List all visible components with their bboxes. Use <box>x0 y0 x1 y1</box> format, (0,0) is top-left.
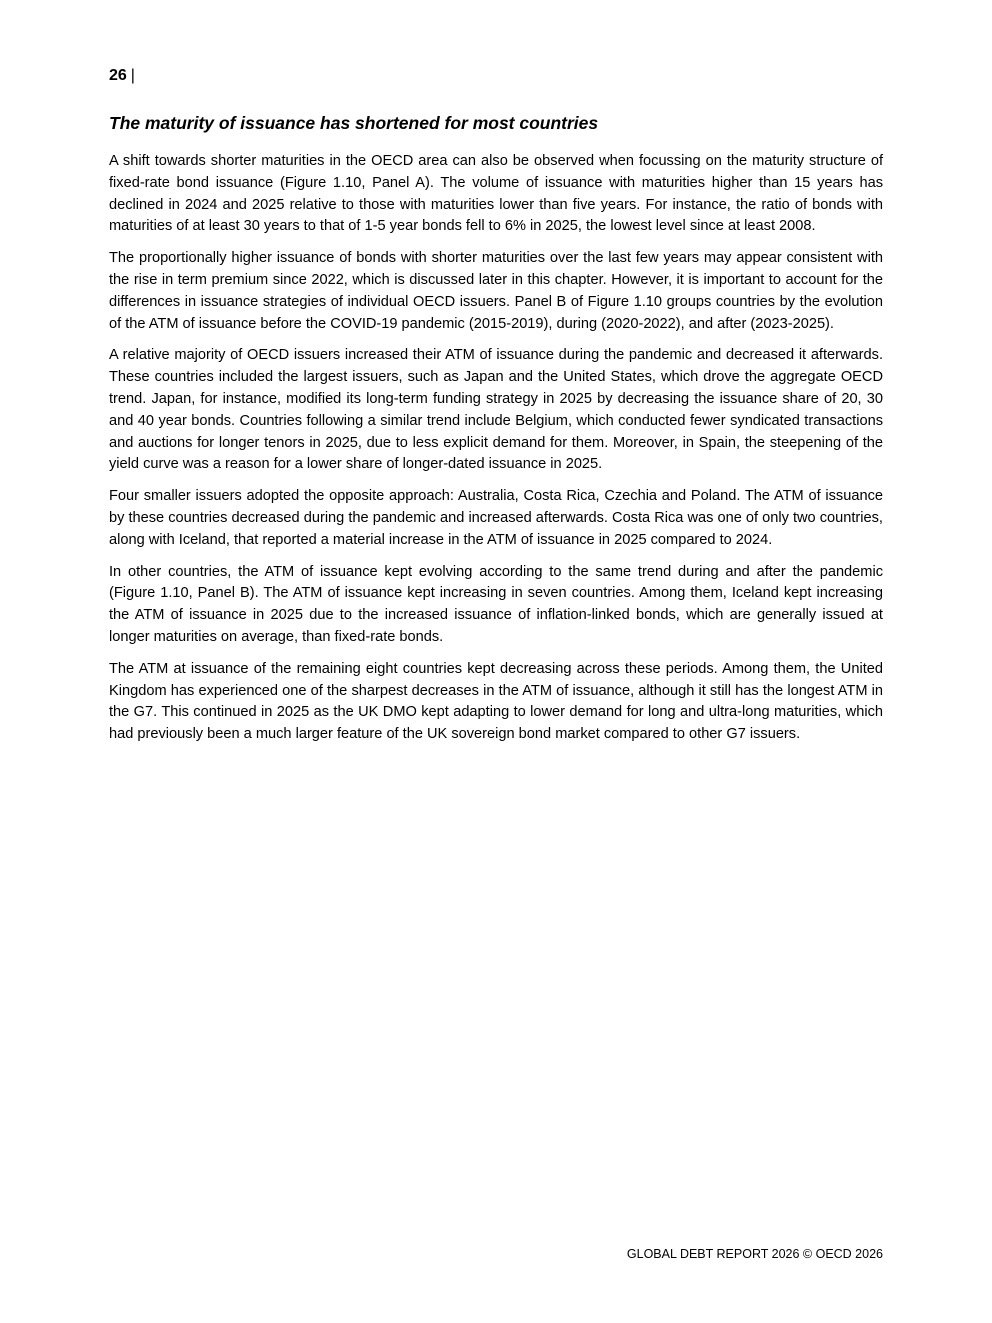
header-separator: | <box>130 67 135 84</box>
paragraph-3: A relative majority of OECD issuers increased their ATM of issuance during the pandemic and decreased it afterwards. These countries included the largest issuers, such as Japan and the United States, which drove the aggregate OECD trend. Japan, for instance, modified its long-term funding strategy in 2025 by decreasing the issuance share of 20, 30 and 40 year bonds. Countries following a similar trend include Belgium, which conducted fewer syndicated transactions and auctions for longer tenors in 2025, due to less explicit demand for them. Moreover, in Spain, the steepening of the yield curve was a reason for a lower share of longer-dated issuance in 2025. <box>109 347 883 473</box>
paragraph-1: A shift towards shorter maturities in the OECD area can also be observed when focussing on the maturity structure of fixed-rate bond issuance (Figure 1.10, Panel A). The volume of issuance with maturities higher than 15 years has declined in 2024 and 2025 relative to those with maturities lower than five years. For instance, the ratio of bonds with maturities of at least 30 years to that of 1-5 year bonds fell to 6% in 2025, the lowest level since at least 2008. <box>109 153 883 235</box>
section-heading: The maturity of issuance has shortened for most countries <box>109 113 599 133</box>
paragraph-2: The proportionally higher issuance of bonds with shorter maturities over the last few years may appear consistent with the rise in term premium since 2022, which is discussed later in this chapter. However, it is important to account for the differences in issuance strategies of individual OECD issuers. Panel B of Figure 1.10 groups countries by the evolution of the ATM of issuance before the COVID-19 pandemic (2015-2019), during (2020-2022), and after (2023-2025). <box>109 250 883 332</box>
page-header <box>109 66 135 86</box>
paragraph-4: Four smaller issuers adopted the opposite approach: Australia, Costa Rica, Czechia and Poland. The ATM of issuance by these countries decreased during the pandemic and increased afterwards. Costa Rica was one of only two countries, along with Iceland, that reported a material increase in the ATM of issuance in 2025 compared to 2024. <box>109 488 883 548</box>
page-number: 26 <box>109 67 127 84</box>
paragraph-5: In other countries, the ATM of issuance kept evolving according to the same trend during and after the pandemic (Figure 1.10, Panel B). The ATM of issuance kept increasing in seven countries. Among them, Iceland kept increasing the ATM of issuance in 2025 due to the increased issuance of inflation-linked bonds, which are generally issued at longer maturities on average, than fixed-rate bonds. <box>109 563 883 645</box>
page-footer: GLOBAL DEBT REPORT 2026 © OECD 2026 <box>626 1247 883 1261</box>
paragraph-6: The ATM at issuance of the remaining eight countries kept decreasing across these periods. Among them, the United Kingdom has experienced one of the sharpest decreases in the ATM of issuance, although it still has the longest ATM in the G7. This continued in 2025 as the UK DMO kept adapting to lower demand for long and ultra-long maturities, which had previously been a much larger feature of the UK sovereign bond market compared to other G7 issuers. <box>109 660 883 743</box>
body-text <box>109 151 883 756</box>
